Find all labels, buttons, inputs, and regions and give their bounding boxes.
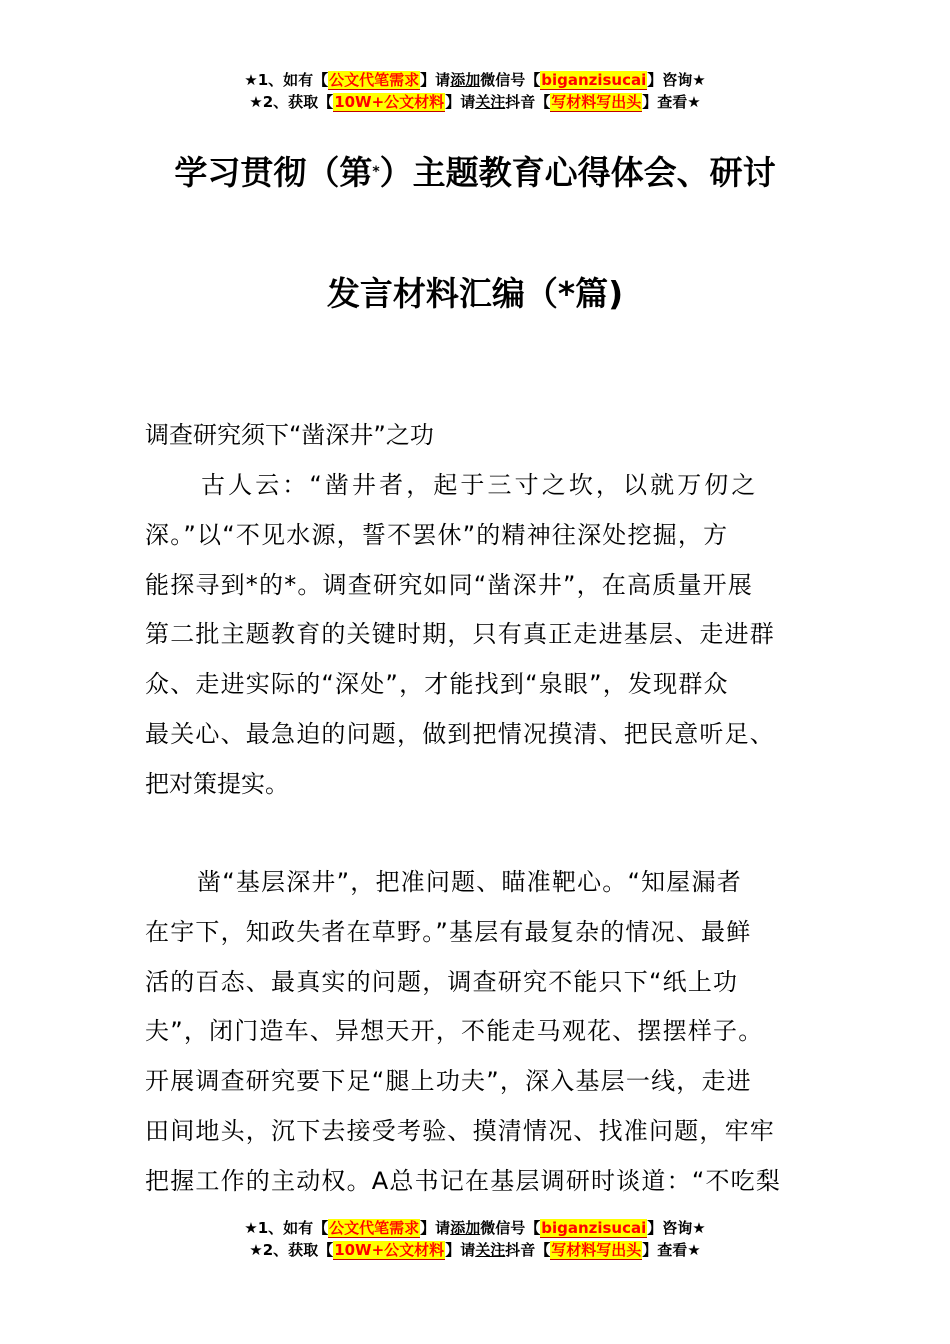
promo-line-1-mid2: 微信号【 bbox=[480, 71, 541, 89]
paragraph-line: 活的百态、最真实的问题，调查研究不能只下“纸上功 bbox=[145, 967, 739, 996]
promo-line-2-prefix: ★2、获取【 bbox=[249, 93, 334, 111]
promo-highlight-materials: 10W+公文材料 bbox=[334, 93, 445, 111]
promo-line-1-suffix: 】咨询★ bbox=[647, 71, 706, 89]
title-part-b: ）主题教育心得体会、研讨 bbox=[379, 153, 776, 192]
paragraph-1 bbox=[145, 461, 810, 810]
promo-underline-add: 添加 bbox=[450, 71, 481, 89]
paragraph-line: 把对策提实。 bbox=[145, 769, 289, 798]
paragraph-line: 众、走进实际的“深处”，才能找到“泉眼”，发现群众 bbox=[145, 670, 729, 699]
promo-line-1 bbox=[0, 69, 950, 91]
title-star: * bbox=[372, 164, 380, 180]
paragraph-2 bbox=[145, 858, 810, 1207]
promo-line-1-mid: 】请 bbox=[420, 71, 451, 89]
promo-highlight-wechat-id: biganzisucai bbox=[541, 1219, 647, 1237]
bottom-promo-banner bbox=[0, 1217, 950, 1261]
promo-highlight-materials: 10W+公文材料 bbox=[334, 1241, 445, 1259]
promo-line-1-prefix: ★1、如有【 bbox=[244, 71, 329, 89]
promo-highlight-douyin-account: 写材料写出头 bbox=[551, 93, 642, 111]
paragraph-line: 深。”以“不见水源，誓不罢休”的精神往深处挖掘，方 bbox=[145, 520, 729, 549]
promo-highlight-wechat-id: biganzisucai bbox=[541, 71, 647, 89]
promo-underline-add: 添加 bbox=[450, 1219, 481, 1237]
promo-line-2-mid2: 抖音【 bbox=[505, 93, 551, 111]
title-part-a: 学习贯彻（第 bbox=[174, 153, 373, 192]
promo-line-1-prefix: ★1、如有【 bbox=[244, 1219, 329, 1237]
paragraph-line: 开展调查研究要下足“腿上功夫”，深入基层一线，走进 bbox=[145, 1067, 752, 1096]
promo-line-2-suffix: 】查看★ bbox=[642, 1241, 701, 1259]
promo-line-2 bbox=[0, 91, 950, 113]
promo-line-2-prefix: ★2、获取【 bbox=[249, 1241, 334, 1259]
promo-highlight-service: 公文代笔需求 bbox=[329, 1219, 420, 1237]
paragraph-line: 古人云：“凿井者，起于三寸之坎，以就万仞之 bbox=[201, 471, 759, 499]
promo-line-2 bbox=[0, 1239, 950, 1261]
promo-line-2-mid: 】请 bbox=[445, 93, 476, 111]
paragraph-line: 把握工作的主动权。A总书记在基层调研时谈道：“不吃梨 bbox=[145, 1166, 782, 1195]
promo-line-1-suffix: 】咨询★ bbox=[647, 1219, 706, 1237]
promo-line-1 bbox=[0, 1217, 950, 1239]
document-title-line-1 bbox=[0, 152, 950, 193]
paragraph-line: 凿“基层深井”，把准问题、瞄准靶心。“知屋漏者 bbox=[197, 868, 742, 896]
promo-underline-follow: 关注 bbox=[475, 1241, 506, 1259]
paragraph-line: 能探寻到*的*。调查研究如同“凿深井”，在高质量开展 bbox=[145, 570, 754, 599]
promo-underline-follow: 关注 bbox=[475, 93, 506, 111]
promo-line-2-mid2: 抖音【 bbox=[505, 1241, 551, 1259]
promo-line-1-mid: 】请 bbox=[420, 1219, 451, 1237]
promo-line-2-suffix: 】查看★ bbox=[642, 93, 701, 111]
article-heading: 调查研究须下“凿深井”之功 bbox=[145, 421, 434, 449]
promo-line-2-mid: 】请 bbox=[445, 1241, 476, 1259]
paragraph-line: 夫”，闭门造车、异想天开，不能走马观花、摆摆样子。 bbox=[145, 1017, 764, 1046]
promo-highlight-service: 公文代笔需求 bbox=[329, 71, 420, 89]
promo-line-1-mid2: 微信号【 bbox=[480, 1219, 541, 1237]
paragraph-line: 在宇下，知政失者在草野。”基层有最复杂的情况、最鲜 bbox=[145, 917, 752, 946]
document-title-line-2: 发言材料汇编（*篇) bbox=[326, 274, 624, 313]
paragraph-line: 田间地头，沉下去接受考验、摸清情况、找准问题，牢牢 bbox=[145, 1116, 775, 1145]
top-promo-banner bbox=[0, 69, 950, 113]
paragraph-line: 第二批主题教育的关键时期，只有真正走进基层、走进群 bbox=[145, 620, 775, 649]
paragraph-line: 最关心、最急迫的问题，做到把情况摸清、把民意听足、 bbox=[145, 719, 775, 748]
promo-highlight-douyin-account: 写材料写出头 bbox=[551, 1241, 642, 1259]
